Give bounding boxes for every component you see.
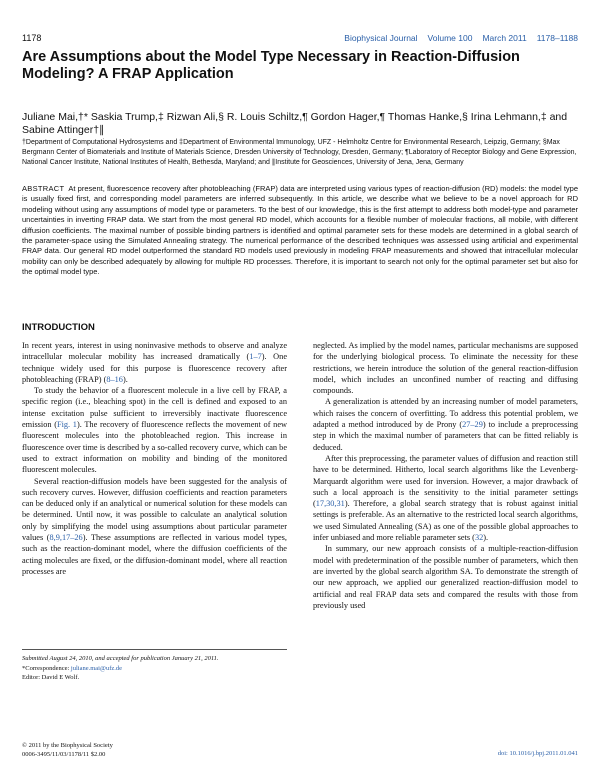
journal-name[interactable]: Biophysical Journal — [344, 33, 418, 43]
affiliations: †Department of Computational Hydrosystems and ‡Department of Environmental Immunology, UFZ - Helmholtz Centre for Environmental Research, Leipzig, Germany; §Max Bergmann Center of Biomaterials and Institute of Materials Science, Dresden University of Technology, Dresden, Germany; ¶Laboratory of Receptor Biology and Gene Expression, National Cancer Institute, National Institutes of Health, Bethesda, Maryland; and ∥Institute for Geosciences, University of Jena, Jena, Germany — [22, 139, 577, 166]
abstract-label: ABSTRACT — [22, 184, 65, 193]
page-number: 1178 — [22, 33, 42, 43]
paragraph: Several reaction-diffusion models have been suggested for the analysis of such recovery curves. However, diffusion coefficients and reaction parameters can be deduced only if an analytical or numerical solution for these models can be determined. Until now, it was possible to calculate an analytical solution only by simplifying the model using assumptions about particular parameter values (8,9,17–26). These assumptions are reflected in various model types, such as the reaction-dominant model, where the diffusion coefficients of the acting molecules are fixed, or the diffusion-dominant model, where all reaction processes are — [22, 476, 287, 576]
citation-link[interactable]: 17,30,31 — [315, 499, 345, 509]
paragraph: To study the behavior of a fluorescent molecule in a live cell by FRAP, a specific region (i.e., bleaching spot) in the cell is defined and exposed to an intense excitation pulse sufficient to irreversibly inactivate fluorescence emission (Fig. 1). The recovery of fluorescence reflects the movement of new fluorescent molecules into the photobleached region. This increase in fluorescence over time is described by a so-called recovery curve, which can be used to extract information on mobility and binding of the monitored fluorescent molecules. — [22, 386, 287, 475]
citation-link[interactable]: 32 — [474, 533, 484, 543]
paragraph: neglected. As implied by the model names, particular mechanisms are supposed for the underlying biological process. To eliminate the necessity for these restrictions, we herein introduce the solution of the general reaction-diffusion model, which includes an unconfined number of reacting and diffusing compounds. — [313, 341, 578, 396]
running-header — [334, 33, 578, 43]
section-heading-introduction: INTRODUCTION — [22, 322, 95, 333]
journal-date: March 2011 — [482, 33, 527, 43]
email-link[interactable]: juliane.mai@ufz.de — [70, 664, 123, 672]
citation-link[interactable]: 8–16 — [106, 374, 123, 384]
right-column — [313, 340, 578, 611]
abstract-text: At present, fluorescence recovery after photobleaching (FRAP) data are interpreted using various types of reaction-diffusion (RD) models: the model type is usually fixed first, and corresponding model parameters are inferred subsequently. In this article, we describe what we believe to be a novel approach for RD modeling without using any assumptions of model type or parameters. To the best of our knowledge, this is the first attempt to address both model-type and parameter uncertainties in inverting FRAP data. We start from the most general RD model, which accounts for a flexible number of molecular fractions, all mobile, with different diffusion coefficients. The maximal number of possible binding partners is identified and optimal parameter sets for these models are determined in a global search of the parameter-space using the Simulated Annealing strategy. The numerical performance of the described techniques was assessed using artificial and experimental FRAP data. Our general RD model outperformed the standard RD models used previously in modeling FRAP measurements and showed that intracellular molecular mobility can only be described adequately by allowing for multiple RD processes. Therefore, it is important to search not only for the optimal parameter set but also for the optimal model type. — [22, 184, 578, 277]
figure-link[interactable]: Fig. 1 — [56, 420, 77, 430]
citation-link[interactable]: 1–7 — [249, 352, 262, 362]
doi-link[interactable]: doi: 10.1016/j.bpj.2011.01.041 — [497, 750, 578, 757]
editor-note: Editor: David E Wolf. — [22, 674, 80, 681]
abstract — [22, 184, 578, 278]
paragraph: A generalization is attended by an increasing number of model parameters, which raises the concern of overfitting. To address this potential problem, we adapted a method introduced by de Prony (27–29) to include a preprocessing step in which the maximal number of parameters that can be fitted reliably is deduced. — [313, 397, 578, 452]
submission-note: Submitted August 24, 2010, and accepted for publication January 21, 2011. — [22, 655, 219, 662]
journal-volume: Volume 100 — [427, 33, 473, 43]
footer-copyright — [22, 741, 113, 759]
footnote-divider — [22, 649, 287, 650]
copyright-line: © 2011 by the Biophysical Society — [22, 742, 113, 749]
issn-line: 0006-3495/11/03/1178/11 $2.00 — [22, 751, 106, 758]
author-list: Juliane Mai,†* Saskia Trump,‡ Rizwan Ali,§ R. Louis Schiltz,¶ Gordon Hager,¶ Thomas Hanke,§ Irina Lehmann,‡ and Sabine Attinger†∥ — [22, 111, 568, 136]
paragraph: In recent years, interest in using noninvasive methods to observe and analyze intracellular molecular mobility has increased dramatically (1–7). One technique widely used for this purpose is fluorescence recovery after photobleaching (FRAP) (8–16). — [22, 341, 287, 384]
article-title: Are Assumptions about the Model Type Necessary in Reaction-Diffusion Modeling? A FRAP Application — [22, 49, 520, 82]
paragraph: In summary, our new approach consists of a multiple-reaction-diffusion model with predetermination of the possible number of parameters, which then are inverted by the global search algorithm SA. To demonstrate the strength of our new approach, we applied our generalized reaction-diffusion model to artificial and real FRAP data sets and compared the results with those from previously used — [313, 544, 578, 610]
citation-link[interactable]: 27–29 — [462, 420, 483, 430]
correspondence-note: *Correspondence: juliane.mai@ufz.de — [22, 664, 123, 672]
paragraph: After this preprocessing, the parameter values of diffusion and reaction still have to be determined. Hitherto, local search algorithms like the Levenberg-Marquardt algorithm were used for inversion. However, a major drawback of such a local approach is the sensitivity to the initial parameter settings (17,30,31). Therefore, a global search strategy that is robust against initial settings is preferable. As an alternative to the restricted local search algorithms, we used Simulated Annealing (SA) as one of the possible global approaches to infer unbiased and more reliable parameter sets (32). — [313, 453, 578, 543]
footnotes — [22, 654, 287, 683]
left-column — [22, 340, 287, 577]
citation-link[interactable]: 8,9,17–26 — [49, 533, 83, 543]
journal-pages: 1178–1188 — [536, 33, 578, 43]
